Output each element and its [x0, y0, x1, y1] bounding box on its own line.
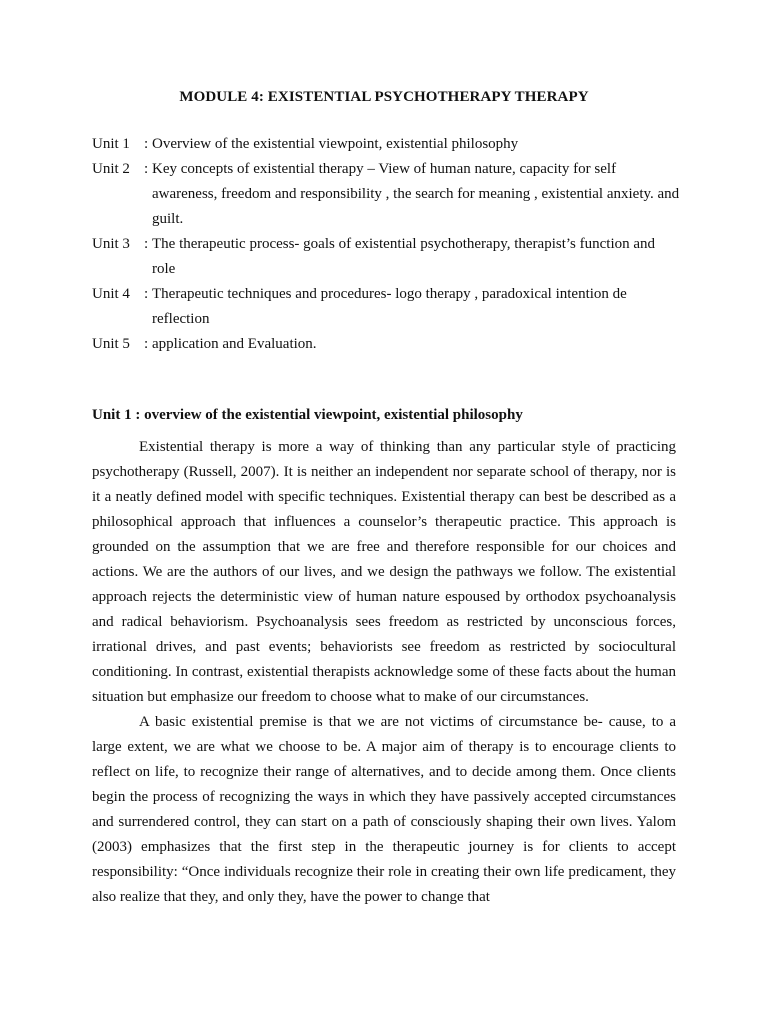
unit-text: Therapeutic techniques and procedures- logo therapy , paradoxical intention de reflection — [152, 286, 627, 327]
unit-text: The therapeutic process- goals of existential psychotherapy, therapist’s function and role — [152, 236, 656, 277]
unit-list — [92, 132, 682, 357]
unit-label: Unit 1 — [92, 136, 130, 152]
unit-item — [92, 332, 682, 357]
paragraph: Existential therapy is more a way of thinking than any particular style of practicing psychotherapy (Russell, 2007). It is neither an independent nor separate school of therapy, nor is it a neatly defined model with specific techniques. Existential therapy can best be described as a philosophical approach that influences a counselor’s therapeutic practice. This approach is grounded on the assumption that we are free and therefore responsible for our choices and actions. We are the authors of our lives, and we design the pathways we follow. The existential approach rejects the deterministic view of human nature espoused by orthodox psychoanalysis and radical behaviorism. Psychoanalysis sees freedom as restricted by unconscious forces, irrational drives, and past events; behaviorists see freedom as restricted by sociocultural conditioning. In contrast, existential therapists acknowledge some of these facts about the human situation but emphasize our freedom to choose what to make of our circumstances. — [92, 439, 676, 705]
unit-text: Key concepts of existential therapy – View of human nature, capacity for self awareness, freedom and responsibility , the search for meaning , existential anxiety. and guilt. — [152, 161, 680, 227]
unit-item — [92, 282, 682, 332]
unit-text: application and Evaluation. — [152, 336, 317, 352]
unit-label: Unit 4 — [92, 286, 130, 302]
unit-label: Unit 2 — [92, 161, 130, 177]
unit-label: Unit 5 — [92, 336, 130, 352]
section-heading: Unit 1 : overview of the existential viewpoint, existential philosophy — [92, 407, 523, 423]
unit-item — [92, 232, 682, 282]
unit-colon: : — [144, 236, 149, 252]
unit-colon: : — [144, 286, 149, 302]
unit-item — [92, 157, 682, 232]
module-title: MODULE 4: EXISTENTIAL PSYCHOTHERAPY THERAPY — [179, 89, 589, 105]
unit-colon: : — [144, 136, 149, 152]
body-text — [92, 435, 676, 910]
unit-colon: : — [144, 161, 149, 177]
unit-text: Overview of the existential viewpoint, existential philosophy — [152, 136, 519, 152]
unit-colon: : — [144, 336, 149, 352]
paragraph: A basic existential premise is that we are not victims of circumstance be- cause, to a large extent, we are what we choose to be. A major aim of therapy is to encourage clients to reflect on life, to recognize their range of alternatives, and to decide among them. Once clients begin the process of recognizing the ways in which they have passively accepted circumstances and surrendered control, they can start on a path of consciously shaping their own lives. Yalom (2003) emphasizes that the first step in the therapeutic journey is for clients to accept responsibility: “Once individuals recognize their role in creating their own life predicament, they also realize that they, and only they, have the power to change that — [92, 714, 676, 905]
unit-label: Unit 3 — [92, 236, 130, 252]
unit-item — [92, 132, 682, 157]
